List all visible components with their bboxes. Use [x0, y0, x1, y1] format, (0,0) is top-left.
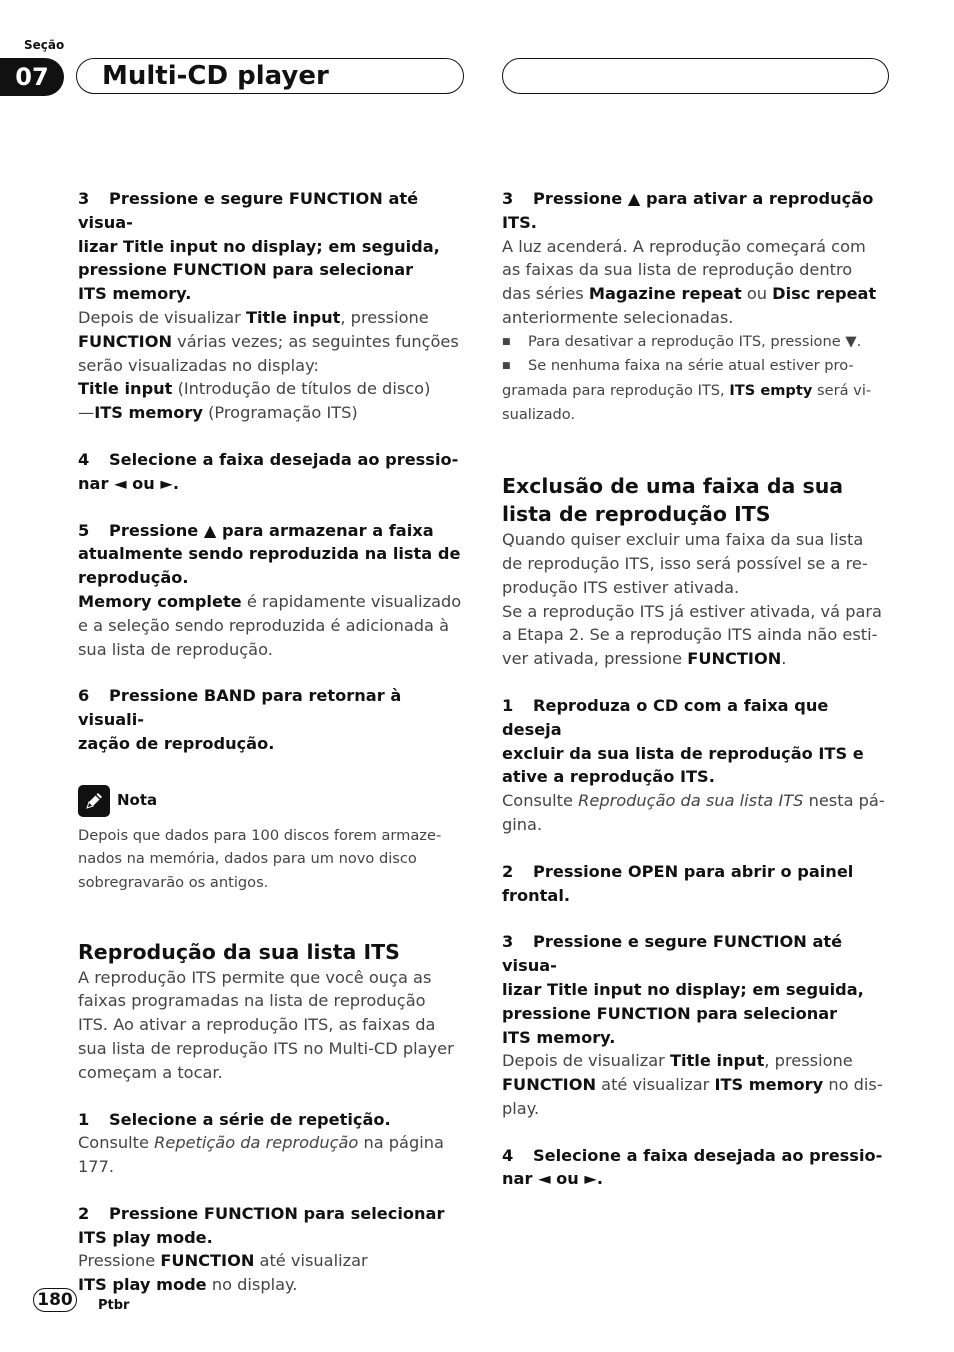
language-code: Ptbr — [98, 1298, 130, 1313]
step-5-heading: 5 Pressione ▲ para armazenar a faixa atualmente sendo reproduzida na lista de reprodução. — [78, 520, 461, 588]
repro-step-1-heading: 1 Selecione a série de repetição. — [78, 1109, 391, 1129]
page-number: 180 — [33, 1288, 77, 1312]
repro-step-1-text: Consulte Repetição da reprodução na página 177. — [78, 1133, 444, 1177]
excl-step-1-heading: 1 Reproduza o CD com a faixa que deseja excluir da sua lista de reprodução ITS e ative a reprodução ITS. — [502, 695, 864, 787]
excl-step-1-text: Consulte Reprodução da sua lista ITS nesta pá- gina. — [502, 791, 885, 834]
repro-step-2-heading: 2 Pressione FUNCTION para selecionar ITS play mode. — [78, 1203, 445, 1247]
excl-step-3-text: Depois de visualizar Title input, pressione FUNCTION até visualizar ITS memory no dis- play. — [502, 1051, 883, 1118]
repro-step-2-text: Pressione FUNCTION até visualizar ITS play mode no display. — [78, 1251, 368, 1295]
bullet-item: ■ Se nenhuma faixa na série atual estiver pro- gramada para reprodução ITS, ITS empty será vi- sualizado. — [502, 357, 872, 423]
excl-step-2-heading: 2 Pressione OPEN para abrir o painel frontal. — [502, 861, 854, 905]
exclusao-intro: Quando quiser excluir uma faixa da sua lista de reprodução ITS, isso será possível se a re- produção ITS estiver ativada. Se a reprodução ITS já estiver ativada, vá para a Etapa 2. Se a reprodução ITS ainda não esti- ver ativada, pressione FUNCTION. — [502, 530, 882, 669]
repro-step-3-text: A luz acenderá. A reprodução começará com as faixas da sua lista de reprodução dentro das séries Magazine repeat ou Disc repeat anteriormente selecionadas. — [502, 236, 877, 327]
reproducao-intro: A reprodução ITS permite que você ouça as faixas programadas na lista de reprodução ITS. Ao ativar a reprodução ITS, as faixas da sua lista de reprodução ITS no Multi-CD player começam a tocar. — [78, 967, 454, 1082]
heading-exclusao-its: Exclusão de uma faixa da sua lista de reprodução ITS — [502, 474, 844, 527]
pencil-note-icon — [78, 785, 110, 817]
step-4-heading: 4 Selecione a faixa desejada ao pressio- nar ◄ ou ►. — [78, 449, 459, 493]
right-column — [502, 187, 892, 1191]
square-bullet-icon: ■ — [502, 336, 511, 347]
bullet-list — [502, 330, 892, 426]
excl-step-4-heading: 4 Selecione a faixa desejada ao pressio- nar ◄ ou ►. — [502, 1145, 883, 1189]
excl-step-3-heading: 3 Pressione e segure FUNCTION até visua- lizar Title input no display; em seguida, pressione FUNCTION para selecionar ITS memory. — [502, 932, 864, 1047]
step-5-text: Memory complete é rapidamente visualizado e a seleção sendo reproduzida é adicionada à sua lista de reprodução. — [78, 591, 462, 659]
note-text: Depois que dados para 100 discos forem armaze- nados na memória, dados para um novo disco sobregravarão os antigos. — [78, 826, 442, 891]
step-6-heading: 6 Pressione BAND para retornar à visuali- zação de reprodução. — [78, 686, 402, 753]
bullet-item: ■ Para desativar a reprodução ITS, pressione ▼. — [502, 330, 892, 355]
step-3-heading: 3 Pressione e segure FUNCTION até visua- lizar Title input no display; em seguida, pressione FUNCTION para selecionar ITS memory. — [78, 189, 440, 304]
note-label: Nota — [117, 790, 158, 809]
page-title: Multi-CD player — [102, 61, 329, 91]
empty-header-frame — [502, 58, 889, 94]
heading-reproducao-its: Reprodução da sua lista ITS — [78, 939, 400, 964]
left-column — [78, 187, 468, 1297]
note-header — [78, 784, 468, 818]
step-3-text: Depois de visualizar Title input, pressione FUNCTION várias vezes; as seguintes funções serão visualizadas no display: Title input (Introdução de títulos de disco) —ITS memory (Programação ITS) — [78, 307, 459, 423]
repro-step-3-heading: 3 Pressione ▲ para ativar a reprodução ITS. — [502, 189, 874, 232]
section-number-badge: 07 — [0, 58, 64, 96]
section-label: Seção — [24, 38, 65, 52]
square-bullet-icon: ■ — [502, 361, 511, 372]
